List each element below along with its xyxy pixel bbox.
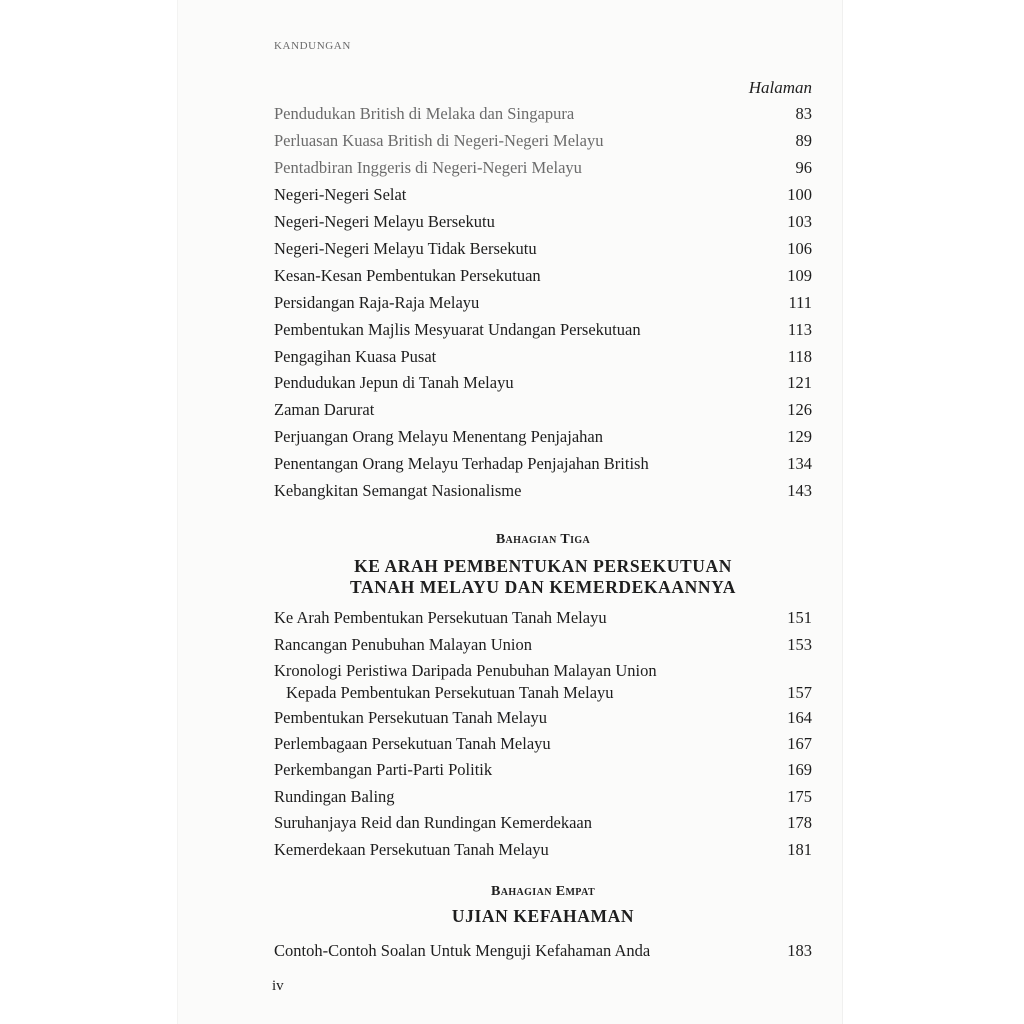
part-three-label: Bahagian Tiga — [495, 532, 591, 547]
toc-entry: Pendudukan British di Melaka dan Singapura 83 — [274, 104, 812, 123]
toc-entry: Perjuangan Orang Melayu Menentang Penjajahan 129 — [274, 427, 812, 446]
page-column-heading: Halaman — [748, 78, 812, 97]
toc-entry: Negeri-Negeri Selat 100 — [274, 185, 812, 204]
part-four-title: UJIAN KEFAHAMAN — [451, 906, 635, 926]
toc-entry: Negeri-Negeri Melayu Tidak Bersekutu 106 — [274, 239, 812, 258]
toc-entry: Kesan-Kesan Pembentukan Persekutuan 109 — [274, 266, 812, 285]
part-three-title-line1: KE ARAH PEMBENTUKAN PERSEKUTUAN — [354, 556, 732, 576]
toc-entry: Kemerdekaan Persekutuan Tanah Melayu 181 — [274, 840, 812, 859]
toc-entry: Pendudukan Jepun di Tanah Melayu 121 — [274, 373, 812, 392]
toc-entry: Perluasan Kuasa British di Negeri-Negeri Melayu 89 — [274, 131, 812, 150]
toc-entry: Penentangan Orang Melayu Terhadap Penjajahan British 134 — [274, 454, 812, 473]
toc-entry: Pentadbiran Inggeris di Negeri-Negeri Melayu 96 — [274, 158, 812, 177]
toc-entry: Perlembagaan Persekutuan Tanah Melayu 167 — [274, 734, 812, 753]
toc-entry: Persidangan Raja-Raja Melayu 111 — [274, 293, 812, 312]
part-four-label: Bahagian Empat — [490, 884, 596, 899]
toc-entry: Kronologi Peristiwa Daripada Penubuhan Malayan Union Kepada Pembentukan Persekutuan Tanah Melayu 157 — [274, 661, 812, 702]
book-page — [178, 0, 842, 1024]
toc-entry: Zaman Darurat 126 — [274, 400, 812, 419]
toc-entry: Pembentukan Majlis Mesyuarat Undangan Persekutuan 113 — [274, 320, 812, 339]
toc-entry: Kebangkitan Semangat Nasionalisme 143 — [274, 481, 812, 500]
page-folio: iv — [272, 978, 284, 994]
toc-entry: Contoh-Contoh Soalan Untuk Menguji Kefahaman Anda 183 — [274, 941, 812, 960]
toc-entry: Rancangan Penubuhan Malayan Union 153 — [274, 635, 812, 654]
toc-entry: Negeri-Negeri Melayu Bersekutu 103 — [274, 212, 812, 231]
toc-entry: Ke Arah Pembentukan Persekutuan Tanah Melayu 151 — [274, 608, 812, 627]
toc-entry: Perkembangan Parti-Parti Politik 169 — [274, 760, 812, 779]
toc-entry: Rundingan Baling 175 — [274, 787, 812, 806]
toc-entry: Suruhanjaya Reid dan Rundingan Kemerdekaan 178 — [274, 813, 812, 832]
part-three-title-line2: TANAH MELAYU DAN KEMERDEKAANNYA — [350, 577, 736, 597]
running-head: KANDUNGAN — [274, 40, 351, 52]
toc-entry: Pengagihan Kuasa Pusat 118 — [274, 347, 812, 366]
toc-entry: Pembentukan Persekutuan Tanah Melayu 164 — [274, 708, 812, 727]
